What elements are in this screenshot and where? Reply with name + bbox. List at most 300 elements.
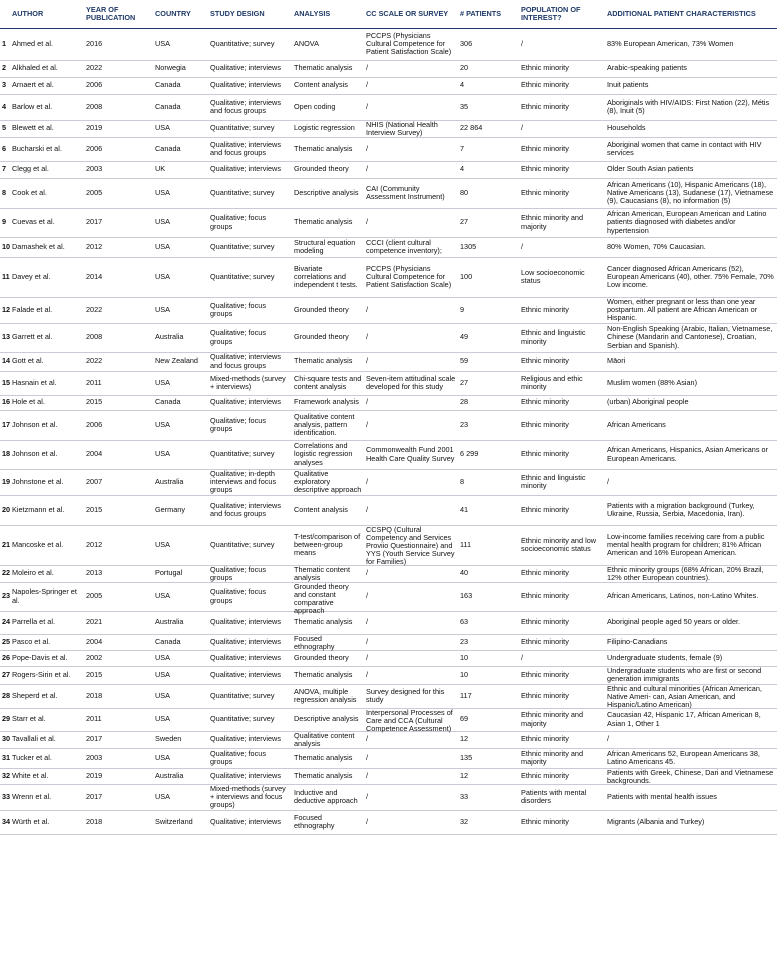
cell-text: Ethnic and linguistic minority [521,328,586,346]
cell-text: 23 [2,591,11,601]
cell-text: USA [155,690,171,700]
cell-text: 2011 [86,377,102,387]
cell-scale [364,323,458,352]
cell-population [519,60,605,77]
cell-text: / [366,304,369,314]
table-row [0,650,777,666]
cell-text: Quantitative; survey [210,187,275,197]
cell-scale [364,495,458,525]
cell-text: 14 [2,356,11,366]
cell-country [153,748,208,768]
cell-text: 7 [460,143,465,153]
cell-text: 2006 [86,143,103,153]
table-row [0,77,777,94]
cell-characteristics [605,237,777,257]
cell-text: Ethnic minority [521,816,569,826]
cell-design [208,208,292,237]
cell-text: Canada [155,143,181,153]
cell-analysis [292,237,364,257]
cell-num [0,208,10,237]
cell-patients [458,810,519,834]
cell-analysis [292,469,364,495]
cell-author [10,731,84,748]
cell-text: 34 [2,816,11,826]
cell-patients [458,297,519,323]
cell-characteristics [605,94,777,120]
cell-year [84,784,153,810]
cell-text: 2012 [86,539,103,549]
cell-text: Qualitative content analysis, pattern identification. [294,411,355,437]
cell-year [84,94,153,120]
cell-author [10,810,84,834]
cell-text: Switzerland [155,816,193,826]
cell-design [208,77,292,94]
cell-text: Focused ethnography [294,812,335,830]
cell-analysis [292,581,364,615]
table-row [0,60,777,77]
cell-text: Germany [155,504,186,514]
cell-year [84,237,153,257]
cell-scale [364,565,458,582]
cell-patients [458,495,519,525]
cell-patients [458,784,519,810]
table-row [0,352,777,371]
cell-text: Qualitative; interviews [210,617,281,627]
header-patients: # PATIENTS [458,0,519,28]
cell-author [10,784,84,810]
cell-analysis [292,650,364,666]
cell-text: PCCPS (Physicians Cultural Competence for Patient Satisfaction Scale) [366,263,452,289]
cell-num [0,469,10,495]
cell-text: Cancer diagnosed African Americans (52), European Americans (40), other. 75% Female, 70% Low income. [607,263,774,289]
table-row [0,28,777,60]
cell-country [153,525,208,565]
cell-text: USA [155,752,171,762]
cell-characteristics [605,28,777,60]
cell-text: / [521,652,524,662]
cell-scale [364,469,458,495]
cell-country [153,634,208,650]
cell-analysis [292,684,364,708]
cell-country [153,495,208,525]
cell-text: Qualitative; interviews and focus groups [210,139,281,157]
cell-num [0,77,10,94]
cell-text: 2022 [86,63,103,73]
cell-text: Tucker et al. [12,752,52,762]
cell-design [208,352,292,371]
cell-patients [458,469,519,495]
cell-text: / [366,63,369,73]
cell-num [0,731,10,748]
cell-text: USA [155,304,171,314]
cell-text: USA [155,241,171,251]
header-characteristics: ADDITIONAL PATIENT CHARACTERISTICS [605,0,777,28]
cell-text: Clegg et al. [12,164,49,174]
cell-analysis [292,28,364,60]
cell-num [0,495,10,525]
cell-year [84,410,153,440]
cell-country [153,650,208,666]
cell-population [519,731,605,748]
cell-text: 25 [2,636,11,646]
cell-author [10,77,84,94]
cell-country [153,60,208,77]
cell-text: / [366,504,369,514]
cell-text: Ethnic minority [521,101,569,111]
cell-text: Thematic analysis [294,770,353,780]
cell-patients [458,684,519,708]
cell-scale [364,784,458,810]
cell-population [519,323,605,352]
table-row [0,469,777,495]
cell-author [10,634,84,650]
table-row [0,582,777,611]
cell-text: Johnstone et al. [12,476,64,486]
cell-text: 2019 [86,770,103,780]
cell-population [519,708,605,731]
cell-characteristics [605,784,777,810]
cell-characteristics [605,440,777,469]
cell-text: Ethnic minority [521,397,569,407]
cell-patients [458,178,519,208]
cell-year [84,208,153,237]
cell-text: Napoles-Springer et al. [12,587,77,605]
cell-year [84,297,153,323]
cell-design [208,650,292,666]
cell-text: Qualitative; focus groups [210,300,266,318]
cell-text: / [366,332,369,342]
cell-population [519,565,605,582]
cell-text: Alkhaled et al. [12,63,58,73]
cell-characteristics [605,178,777,208]
cell-analysis [292,565,364,582]
cell-population [519,784,605,810]
cell-text: Quantitative; survey [210,271,275,281]
cell-text: Qualitative; interviews [210,80,281,90]
cell-year [84,582,153,611]
cell-patients [458,60,519,77]
cell-text: 2006 [86,419,103,429]
cell-scale [364,60,458,77]
cell-text: 2003 [86,752,103,762]
cell-author [10,352,84,371]
cell-population [519,178,605,208]
cell-text: 3 [2,80,7,90]
cell-text: Focused ethnography [294,633,335,651]
cell-text: African Americans (10), Hispanic Americans (18), Native Americans (13), Sudanese (17), Vietnamese (9), Caucasians (8), no information (5) [607,179,774,205]
cell-text: Ethnic and linguistic minority [521,472,586,490]
cell-text: 27 [2,669,11,679]
cell-year [84,748,153,768]
cell-population [519,666,605,684]
cell-scale [364,237,458,257]
cell-text: New Zealand [155,356,198,366]
cell-text: Commonwealth Fund 2001 Health Care Quality Survey [366,445,455,463]
cell-text: Ethnic minority and majority [521,748,584,766]
cell-population [519,120,605,137]
cell-text: 4 [460,164,465,174]
table-row [0,323,777,352]
cell-text: 2005 [86,591,103,601]
cell-text: 2013 [86,568,103,578]
cell-text: USA [155,377,171,387]
cell-text: Mixed-methods (survey + interviews and focus groups) [210,783,286,809]
cell-text: Framework analysis [294,397,359,407]
cell-year [84,395,153,410]
cell-scale [364,666,458,684]
cell-text: USA [155,591,171,601]
cell-country [153,208,208,237]
cell-text: Rogers-Sirin et al. [12,669,71,679]
cell-text: Thematic analysis [294,143,353,153]
cell-text: / [366,164,369,174]
cell-text: Canada [155,636,181,646]
cell-text: 6 299 [460,449,479,459]
cell-author [10,410,84,440]
cell-text: CCSPQ (Cultural Competency and Services Proviio Questionnaire) and YYS (Youth Service Survey for Families) [366,524,455,566]
cell-text: 2017 [86,791,103,801]
cell-text: Canada [155,80,181,90]
cell-patients [458,525,519,565]
cell-patients [458,323,519,352]
cell-country [153,810,208,834]
cell-population [519,810,605,834]
cell-population [519,748,605,768]
cell-design [208,469,292,495]
cell-characteristics [605,565,777,582]
table-row [0,810,777,834]
cell-text: Australia [155,476,184,486]
cell-num [0,565,10,582]
table-row [0,768,777,784]
cell-characteristics [605,60,777,77]
cell-text: Johnson et al. [12,419,58,429]
cell-text: 41 [460,504,469,514]
cell-population [519,28,605,60]
cell-analysis [292,525,364,565]
cell-patients [458,666,519,684]
cell-country [153,237,208,257]
cell-num [0,525,10,565]
cell-text: USA [155,791,171,801]
cell-text: Content analysis [294,504,348,514]
cell-country [153,410,208,440]
cell-text: Arabic-speaking patients [607,63,687,73]
cell-patients [458,120,519,137]
cell-country [153,257,208,297]
cell-characteristics [605,395,777,410]
cell-analysis [292,768,364,784]
table-row [0,666,777,684]
cell-characteristics [605,495,777,525]
cell-text: 21 [2,539,11,549]
cell-text: Ethnic minority [521,690,569,700]
cell-text: 28 [2,690,11,700]
cell-scale [364,77,458,94]
cell-text: Ahmed et al. [12,38,53,48]
cell-text: 10 [460,669,469,679]
cell-text: Damashek et al. [12,241,65,251]
cell-text: Migrants (Albania and Turkey) [607,816,705,826]
cell-text: Quantitative; survey [210,123,275,133]
cell-num [0,120,10,137]
cell-text: 8 [2,187,7,197]
cell-text: 13 [2,332,11,342]
cell-characteristics [605,768,777,784]
cell-text: / [366,143,369,153]
cell-author [10,440,84,469]
cell-characteristics [605,666,777,684]
cell-text: Ethnic minority [521,449,569,459]
cell-text: 32 [460,816,469,826]
cell-text: 2018 [86,690,103,700]
cell-text: 1305 [460,241,477,251]
cell-text: / [366,816,369,826]
cell-text: 20 [2,504,11,514]
cell-text: / [366,101,369,111]
cell-author [10,60,84,77]
cell-text: USA [155,652,171,662]
cell-text: 83% European American, 73% Women [607,38,734,48]
cell-text: 30 [2,734,11,744]
cell-patients [458,257,519,297]
table-row [0,495,777,525]
cell-text: USA [155,419,171,429]
cell-characteristics [605,810,777,834]
cell-design [208,137,292,161]
cell-scale [364,120,458,137]
cell-country [153,352,208,371]
cell-text: 2004 [86,636,103,646]
cell-num [0,237,10,257]
cell-year [84,634,153,650]
cell-analysis [292,810,364,834]
cell-patients [458,77,519,94]
cell-text: Bucharski et al. [12,143,62,153]
cell-text: 6 [2,143,7,153]
cell-num [0,323,10,352]
cell-text: 32 [2,770,11,780]
cell-text: Inuit patients [607,80,649,90]
cell-text: Grounded theory [294,332,349,342]
cell-design [208,323,292,352]
cell-num [0,748,10,768]
cell-characteristics [605,352,777,371]
cell-text: Ethnic minority and majority [521,710,584,728]
cell-text: 1 [2,38,7,48]
cell-population [519,257,605,297]
cell-text: / [366,652,369,662]
cell-text: / [366,770,369,780]
cell-text: 2015 [86,397,103,407]
cell-scale [364,525,458,565]
cell-text: Correlations and logistic regression analyses [294,441,353,467]
cell-analysis [292,257,364,297]
cell-characteristics [605,525,777,565]
cell-population [519,768,605,784]
cell-scale [364,582,458,611]
cell-year [84,810,153,834]
cell-analysis [292,297,364,323]
cell-text: Starr et al. [12,714,46,724]
cell-country [153,178,208,208]
cell-text: Qualitative; interviews and focus groups [210,500,281,518]
cell-text: 33 [460,791,469,801]
cell-text: 7 [2,164,7,174]
cell-text: / [366,80,369,90]
cell-analysis [292,495,364,525]
cell-country [153,137,208,161]
cell-text: Würth et al. [12,816,50,826]
cell-text: 22 864 [460,123,483,133]
cell-text: Qualitative; in-depth interviews and focus groups [210,468,277,494]
table-row [0,684,777,708]
cell-author [10,395,84,410]
cell-text: Low socioeconomic status [521,267,585,285]
cell-num [0,297,10,323]
cell-text: Quantitative; survey [210,241,275,251]
cell-country [153,371,208,395]
cell-author [10,257,84,297]
cell-scale [364,708,458,731]
cell-author [10,120,84,137]
cell-text: / [366,752,369,762]
cell-analysis [292,352,364,371]
cell-text: Canada [155,397,181,407]
cell-design [208,237,292,257]
cell-scale [364,297,458,323]
cell-text: Parrella et al. [12,617,55,627]
cell-text: Ethnic minority [521,636,569,646]
cell-characteristics [605,297,777,323]
cell-author [10,94,84,120]
cell-text: Ethnic minority [521,187,569,197]
cell-year [84,137,153,161]
cell-text: 26 [2,652,11,662]
cell-country [153,77,208,94]
cell-text: 11 [2,271,10,281]
cell-analysis [292,323,364,352]
cell-analysis [292,161,364,178]
cell-num [0,582,10,611]
cell-text: Ethnic minority [521,617,569,627]
cell-num [0,60,10,77]
cell-analysis [292,94,364,120]
cell-text: Thematic analysis [294,617,353,627]
cell-analysis [292,395,364,410]
cell-text: Australia [155,770,184,780]
cell-patients [458,352,519,371]
cell-text: / [521,241,524,251]
cell-text: 111 [460,539,472,549]
cell-text: Qualitative; focus groups [210,748,266,766]
cell-text: Ethnic minority [521,734,569,744]
cell-num [0,395,10,410]
cell-design [208,28,292,60]
cell-author [10,525,84,565]
cell-text: Interpersonal Processes of Care and CCA (Cultural Competence Assessment) [366,707,453,733]
cell-country [153,28,208,60]
cell-design [208,810,292,834]
cell-year [84,495,153,525]
cell-text: 10 [460,652,469,662]
cell-characteristics [605,120,777,137]
cell-country [153,582,208,611]
cell-text: 2018 [86,816,103,826]
cell-text: / [366,591,369,601]
cell-text: 117 [460,690,472,700]
cell-analysis [292,60,364,77]
